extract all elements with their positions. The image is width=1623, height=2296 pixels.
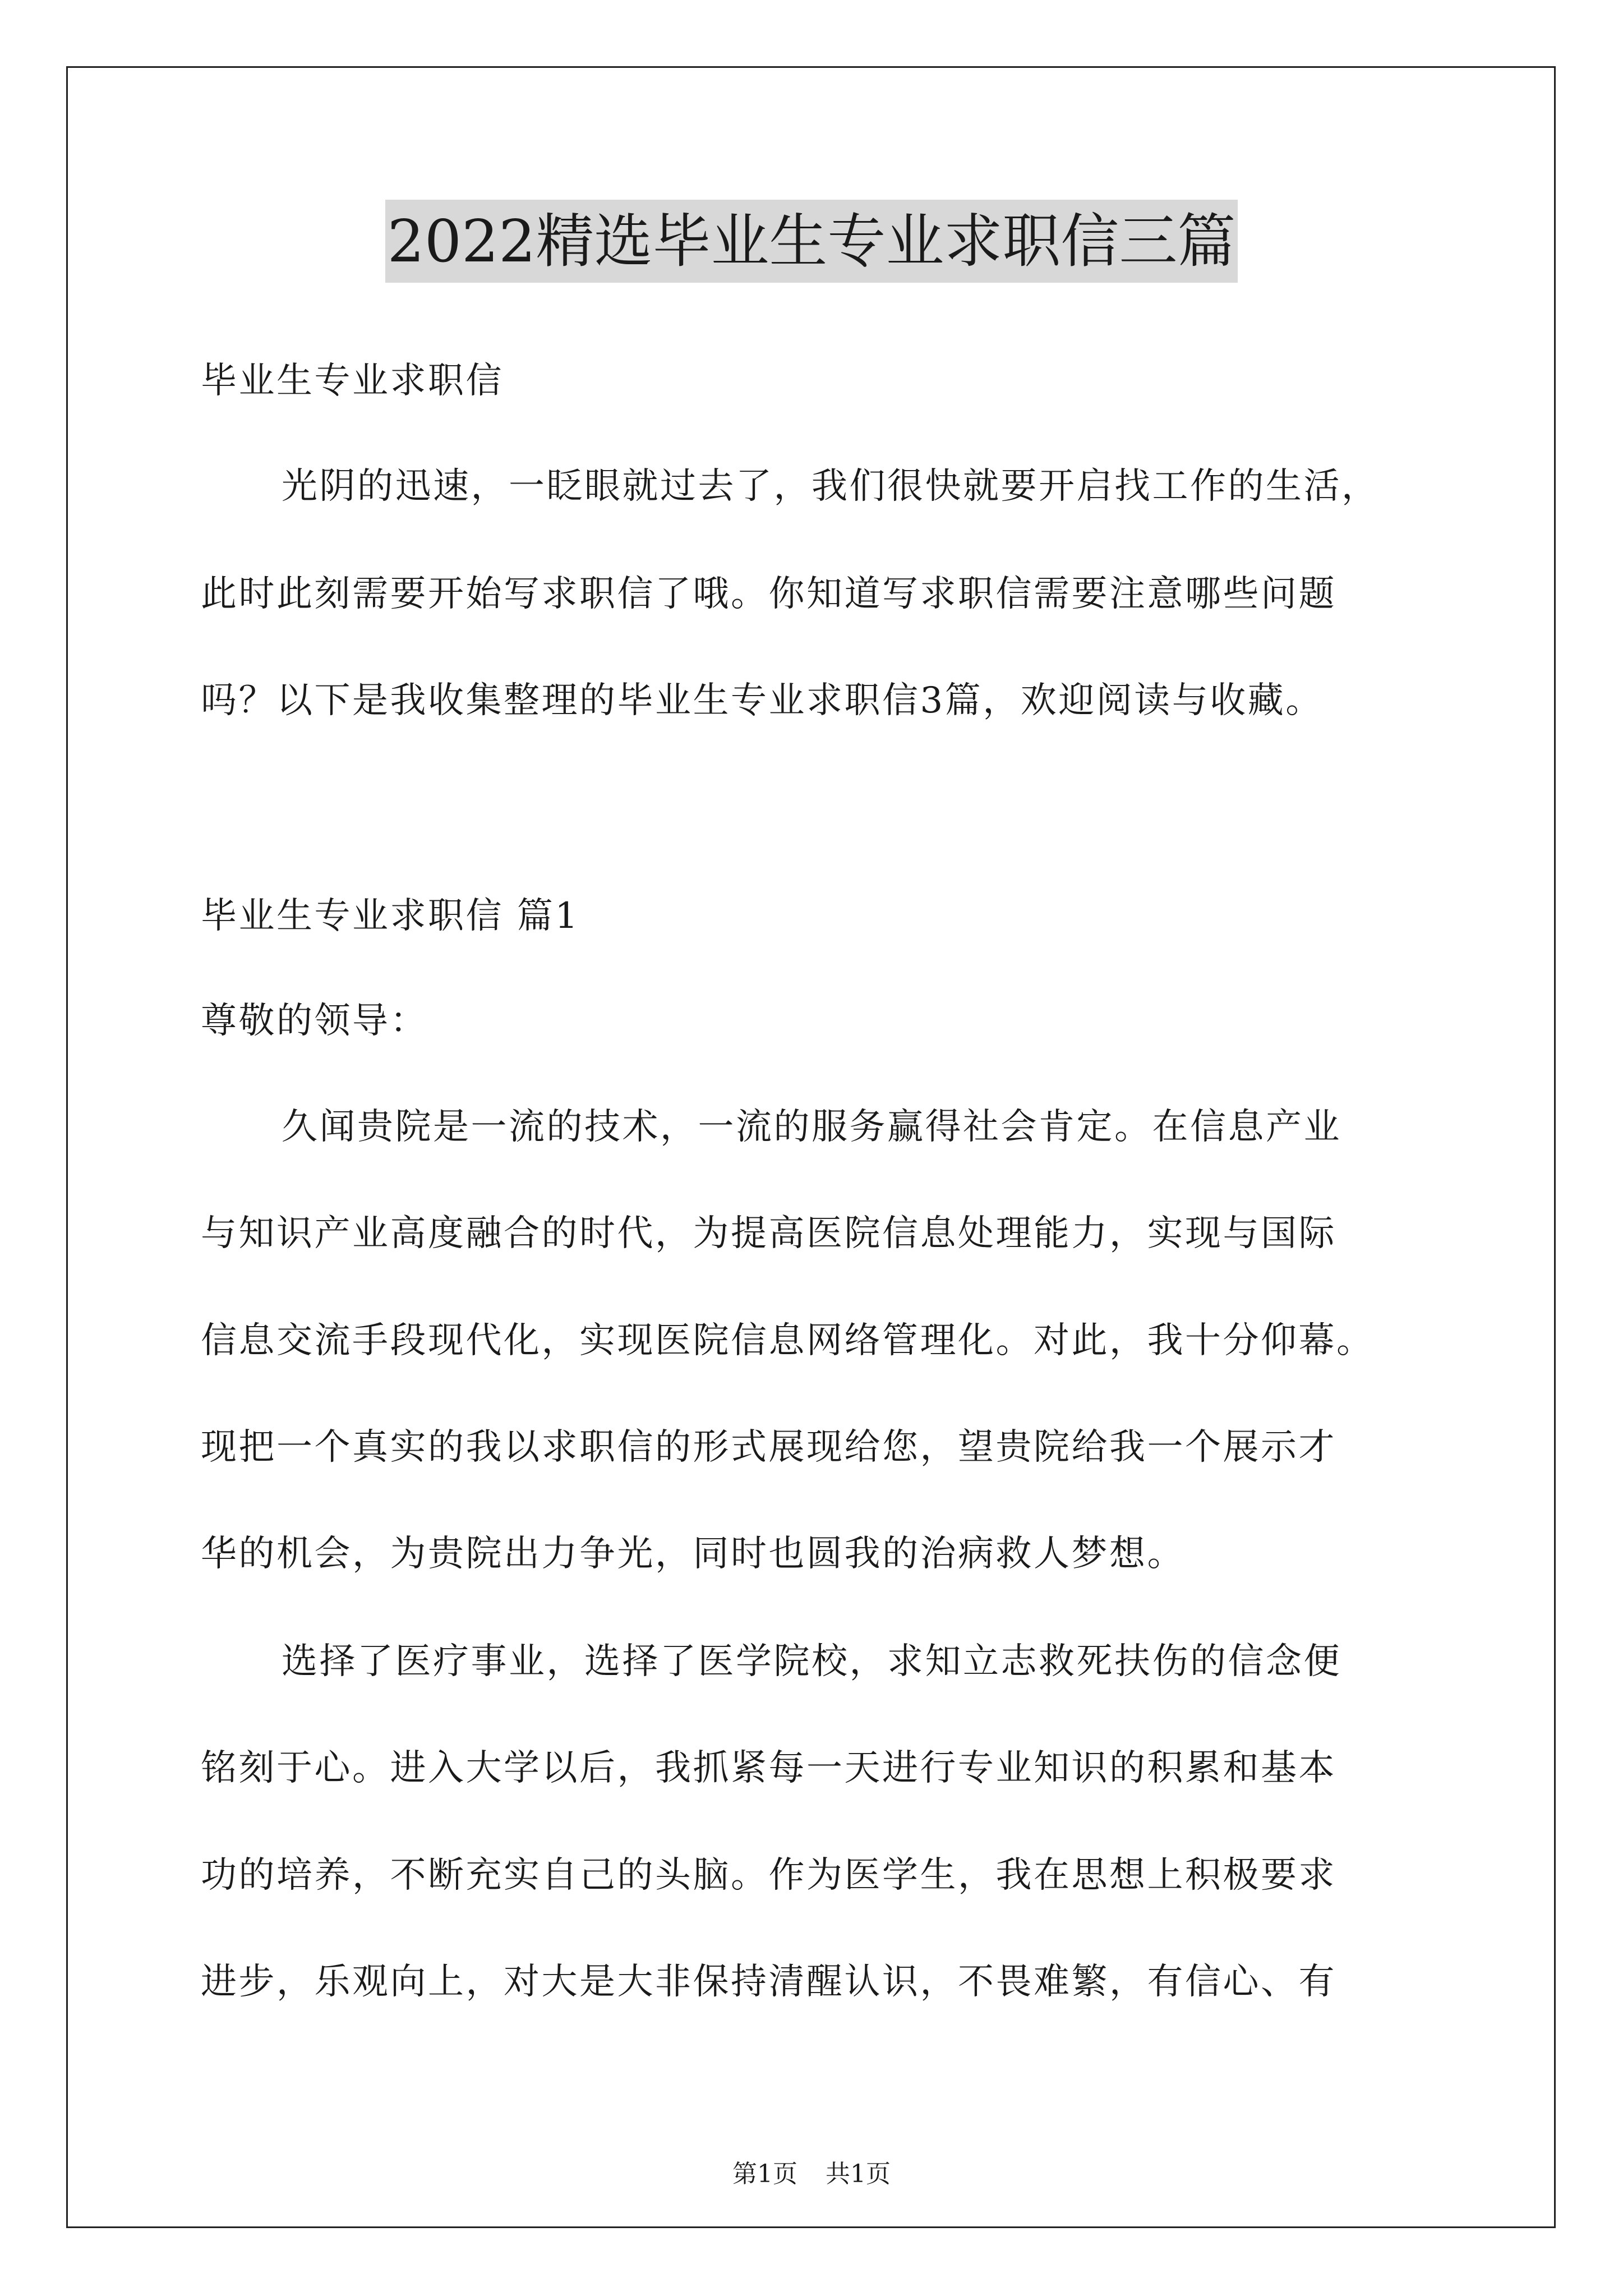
title-container <box>0 200 1623 283</box>
paragraph-line: 吗？以下是我收集整理的毕业生专业求职信3篇，欢迎阅读与收藏。 <box>201 680 1324 721</box>
intro-heading: 毕业生专业求职信 <box>201 360 504 402</box>
page-footer <box>0 2159 1623 2190</box>
paragraph-line: 功的培养，不断充实自己的头脑。作为医学生，我在思想上积极要求 <box>201 1855 1336 1896</box>
section-heading: 毕业生专业求职信 篇1 <box>201 895 580 937</box>
paragraph-line: 现把一个真实的我以求职信的形式展现给您，望贵院给我一个展示才 <box>201 1427 1336 1468</box>
paragraph-line: 光阴的迅速，一眨眼就过去了，我们很快就要开启找工作的生活， <box>282 466 1380 507</box>
paragraph-line: 此时此刻需要开始写求职信了哦。你知道写求职信需要注意哪些问题 <box>201 573 1336 615</box>
paragraph-line: 进步，乐观向上，对大是大非保持清醒认识，不畏难繁，有信心、有 <box>201 1961 1336 2003</box>
paragraph-line: 选择了医疗事业，选择了医学院校，求知立志救死扶伤的信念便 <box>282 1641 1341 1682</box>
paragraph-line: 久闻贵院是一流的技术，一流的服务赢得社会肯定。在信息产业 <box>282 1106 1341 1148</box>
page-number: 第1页 <box>732 2160 797 2188</box>
document-title: 2022精选毕业生专业求职信三篇 <box>385 200 1238 283</box>
salutation: 尊敬的领导： <box>201 1000 428 1042</box>
paragraph-line: 华的机会，为贵院出力争光，同时也圆我的治病救人梦想。 <box>201 1533 1185 1575</box>
paragraph-line: 信息交流手段现代化，实现医院信息网络管理化。对此，我十分仰幕。 <box>201 1320 1375 1361</box>
paragraph-line: 铭刻于心。进入大学以后，我抓紧每一天进行专业知识的积累和基本 <box>201 1747 1336 1789</box>
paragraph-line: 与知识产业高度融合的时代，为提高医院信息处理能力，实现与国际 <box>201 1213 1336 1254</box>
page-total: 共1页 <box>826 2160 891 2188</box>
